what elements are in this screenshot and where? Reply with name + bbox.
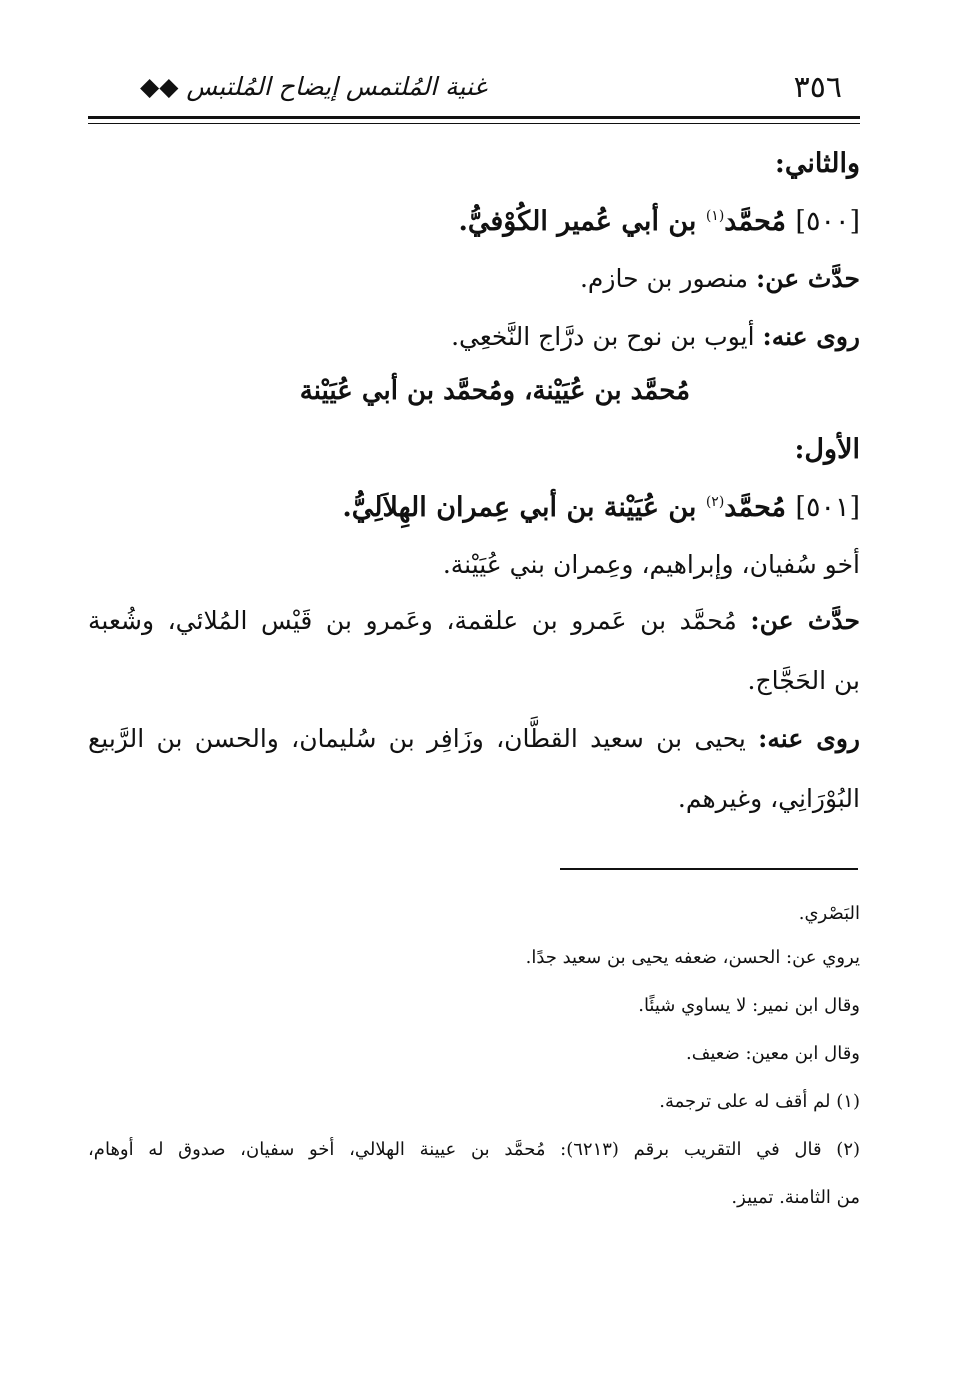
footnote-continuation-1: البَصْري. <box>798 903 860 924</box>
section-heading: مُحمَّد بن عُيَيْنة، ومُحمَّد بن أبي عُيَيْنة <box>299 376 690 406</box>
entry-501-number: [٥٠١] <box>795 492 860 523</box>
narrated-from-text: منصور بن حازم. <box>579 264 749 293</box>
narrated-by-text: يحيى بن سعيد القطَّان، وزَافِر بن سُليمان، والحسن بن الرَّبيع <box>88 724 746 753</box>
footnote-ref-1: (١) <box>705 208 725 224</box>
entry-501-name: مُحمَّد <box>724 492 786 523</box>
entry-501-title <box>342 492 860 523</box>
label-second: والثاني: <box>774 148 860 179</box>
header-rule-thick <box>88 116 860 119</box>
entry-500-narrated-from <box>580 264 860 293</box>
footnote-ref-2: (٢) <box>705 494 725 510</box>
entry-500-narrated-by <box>451 322 860 351</box>
footnote-2-line1: (٢) قال في التقريب برقم (٦٢١٣): مُحمَّد بن عيينة الهلالي، أخو سفيان، صدوق له أوهام، <box>88 1139 861 1160</box>
narrated-by-label: روى عنه: <box>758 724 860 753</box>
footnote-continuation-3: وقال ابن نمير: لا يساوي شيئًا. <box>638 995 860 1016</box>
entry-501-brothers: أخو سُفيان، وإبراهيم، وعِمران بني عُيَيْنة. <box>442 550 860 579</box>
footnote-separator <box>560 868 858 870</box>
footnote-continuation-4: وقال ابن معين: ضعيف. <box>685 1043 860 1064</box>
entry-500-name: مُحمَّد <box>724 206 786 237</box>
entry-501-narrated-by-line1 <box>88 724 860 753</box>
entry-501-name-rest: بن عُيَيْنة بن أبي عِمران الهِلاَلِيُّ. <box>342 492 697 523</box>
entry-501-narrated-from-line2: بن الحَجَّاج. <box>747 666 860 695</box>
entry-501-narrated-from-line1 <box>88 606 860 635</box>
narrated-by-label: روى عنه: <box>762 322 860 351</box>
narrated-from-label: حدَّث عن: <box>756 264 860 293</box>
label-first: الأول: <box>794 434 860 465</box>
narrated-from-text: مُحمَّد بن عَمرو بن علقمة، وعَمرو بن قَيْس المُلائي، وشُعبة <box>88 606 737 635</box>
entry-500-title <box>458 206 860 237</box>
entry-501-narrated-by-line2: البُوْرَانِي، وغيرهم. <box>677 784 860 813</box>
footnote-1: (١) لم أقف له على ترجمة. <box>659 1091 860 1112</box>
page-header <box>88 64 860 108</box>
page-number: ٣٥٦ <box>793 70 842 105</box>
entry-500-name-rest: بن أبي عُمير الكُوْفيُّ. <box>458 206 697 237</box>
footnote-continuation-2: يروي عن: الحسن، ضعفه يحيى بن سعيد جدًا. <box>525 947 860 968</box>
header-rule-thin <box>88 123 860 124</box>
running-title: غنية المُلتمس إيضاح المُلتبس ◆◆ <box>140 72 487 101</box>
footnote-2-line2: من الثامنة. تمييز. <box>731 1187 860 1208</box>
narrated-by-text: أيوب بن نوح بن درَّاج النَّخعِي. <box>451 322 755 351</box>
entry-500-number: [٥٠٠] <box>795 206 860 237</box>
narrated-from-label: حدَّث عن: <box>750 606 860 635</box>
